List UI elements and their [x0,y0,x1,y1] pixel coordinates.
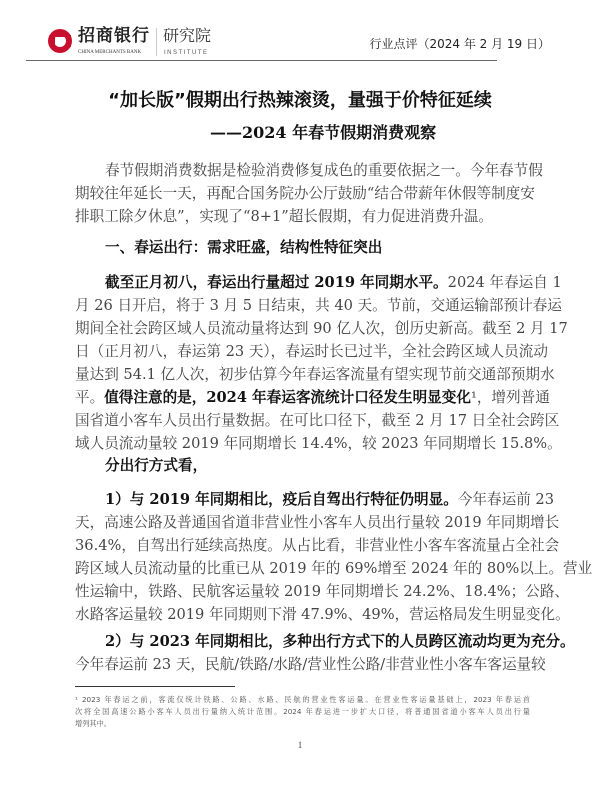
text-line [75,185,535,203]
footnote-rule [75,686,235,687]
text-line [75,343,548,361]
text-line [75,606,570,624]
text-segment: 国省道小客车人员出行量数据。在可比口径下，截至 2 月 17 日全社会跨区 [75,412,560,429]
bank-name-en: CHINA MERCHANTS BANK [78,50,142,55]
text-line [75,297,562,315]
document-type-date: 行业点评（2024 年 2 月 19 日） [369,37,550,51]
page-subtitle: ——2024 年春节假期消费观察 [210,123,437,142]
text-segment: 量达到 54.1 亿人次，初步估算今年春运客流量有望实现节前交通部预期水 [75,366,555,383]
text-segment: 跨区域人员流动量的比重已从 2019 年的 69%增至 2024 年的 80%以上。营业 [75,560,593,577]
text-line [75,208,530,226]
text-segment: 性运输中，铁路、民航客运量较 2019 年同期增长 24.2%、18.4%；公路、 [75,583,570,600]
text-segment: 期较往年延长一天，再配合国务院办公厅鼓励“结合带薪年休假等制度安 [75,185,535,202]
text-segment: 水路客运量较 2019 年同期则下滑 47.9%、49%，营运格局发生明显变化。 [75,606,570,623]
text-segment: 2024 年春运自 1 [447,274,562,291]
text-segment: 域人员流动量较 2019 年同期增长 14.4%，较 2023 年同期增长 15.8%。 [75,435,562,452]
bank-name: 招商银行 [78,26,150,46]
text-segment: 36.4%，自驾出行延续高热度。从占比看，非营业性小客车客流量占全社会 [75,537,560,554]
page-title: “加长版”假期出行热辣滚烫，量强于价特征延续 [108,90,492,111]
text-segment: 春节假期消费数据是检验消费修复成色的重要依据之一。今年春节假 [105,162,543,179]
text-line [75,389,550,407]
text-line [105,633,575,651]
text-segment: 月 26 日开启，将于 3 月 5 日结束，共 40 天。节前，交通运输部预计春运 [75,297,562,314]
text-segment: 今年春运前 23 天，民航/铁路/水路/营业性公路/非营业性小客车客运量较 [75,656,546,673]
bold-text: 截至正月初八，春运出行量超过 2019 年同期水平。 [105,274,448,291]
footnote-line: ¹ 2023 年春运之前，客流仅统计铁路、公路、水路、民航的营业性客运量。在营业性客运量基础上，2023 年春运首 [75,695,530,704]
text-line [105,274,562,292]
text-line [75,537,560,555]
text-line [105,457,530,475]
text-line [105,491,554,509]
text-segment: 期间全社会跨区域人员流动量将达到 90 亿人次，创历史新高。截至 2 月 17 [75,320,568,337]
bold-text: 1）与 2019 年同期相比，疫后自驾出行特征仍明显。 [105,491,458,508]
text-line [75,560,593,578]
header-rule [26,60,497,61]
footnote-line: 次将全国高速公路小客车人员出行量纳入统计范围。2024 年春运进一步扩大口径，将普通国省道小客车人员出行量 [75,707,530,716]
bold-text: 分出行方式看， [105,457,208,474]
logo-divider [156,28,157,56]
bold-text: 2）与 2023 年同期相比，多种出行方式下的人员跨区流动均更为充分。 [105,633,575,650]
text-line [75,366,555,384]
text-segment: ¹，增列普通 [470,389,550,406]
text-segment: 今年春运前 23 [457,491,554,508]
text-line [75,514,560,532]
institute-name: 研究院 [163,26,212,45]
institute-name-en: INSTITUTE [164,50,209,56]
bold-text: 一、春运出行：需求旺盛，结构性特征突出 [105,239,383,256]
text-line [75,583,570,601]
text-line [105,239,530,257]
text-line [75,320,568,338]
page-number: 1 [297,740,303,750]
text-line [75,656,546,674]
text-line [75,435,562,453]
text-segment: 排职工除夕休息”，实现了“8+1”超长假期，有力促进消费升温。 [75,208,494,225]
footnote-line: 增列其中。 [75,719,111,728]
text-line [75,412,560,430]
text-segment: 平。 [75,389,105,406]
text-line [105,162,543,180]
bold-text: 值得注意的是，2024 年春运客流统计口径发生明显变化 [104,389,471,406]
text-segment: 日（正月初八，春运第 23 天），春运时长已过半，全社会跨区域人员流动 [75,343,548,360]
text-segment: 天，高速公路及普通国省道非营业性小客车人员出行量较 2019 年同期增长 [75,514,560,531]
